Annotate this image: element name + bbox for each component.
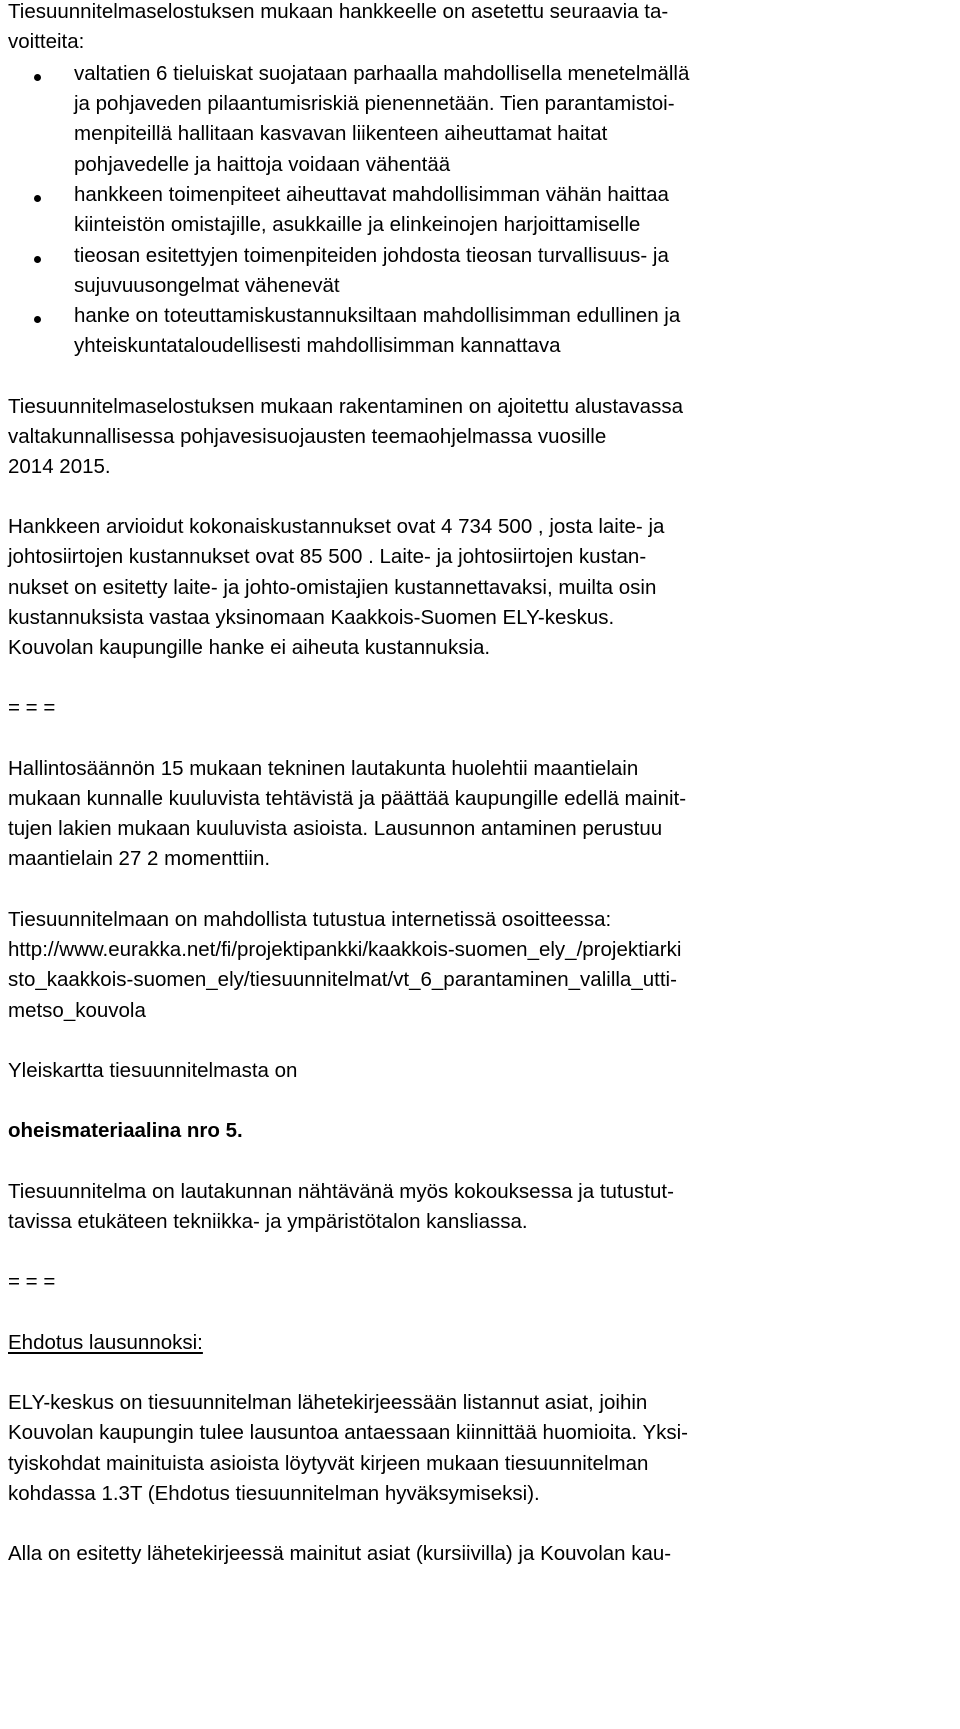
bullet-icon: [34, 316, 41, 323]
separator: = = =: [8, 696, 56, 719]
internet-url-line-3[interactable]: metso_kouvola: [8, 999, 146, 1022]
schedule-line-1: Tiesuunnitelmaselostuksen mukaan rakentaminen on ajoitettu alustavassa: [8, 395, 683, 418]
attachment-label: oheismateriaalina nro 5.: [8, 1119, 243, 1142]
costs-line-4: kustannuksista vastaa yksinomaan Kaakkois-Suomen ELY-keskus.: [8, 606, 615, 629]
rules-line-4: maantielain 27 2 momenttiin.: [8, 847, 271, 870]
bullet-icon: [34, 74, 41, 81]
bullet-1-line-2: ja pohjaveden pilaantumisriskiä pienennetään. Tien parantamistoi-: [74, 92, 675, 115]
costs-line-3: nukset on esitetty laite- ja johto-omistajien kustannettavaksi, muilta osin: [8, 576, 657, 599]
rules-line-3: tujen lakien mukaan kuuluvista asioista. Lausunnon antaminen perustuu: [8, 817, 663, 840]
intro-line-2: voitteita:: [8, 30, 85, 53]
costs-line-5: Kouvolan kaupungille hanke ei aiheuta kustannuksia.: [8, 636, 491, 659]
bullet-3-line-1: tieosan esitettyjen toimenpiteiden johdosta tieosan turvallisuus- ja: [74, 244, 669, 267]
intro-line-1: Tiesuunnitelmaselostuksen mukaan hankkeelle on asetettu seuraavia ta-: [8, 0, 669, 23]
rules-line-2: mukaan kunnalle kuuluvista tehtävistä ja päättää kaupungille edellä mainit-: [8, 787, 687, 810]
bullet-4-line-1: hanke on toteuttamiskustannuksiltaan mahdollisimman edullinen ja: [74, 304, 681, 327]
proposal-line-4: kohdassa 1.3T (Ehdotus tiesuunnitelman hyväksymiseksi).: [8, 1482, 540, 1505]
proposal-line-2: Kouvolan kaupungin tulee lausuntoa antaessaan kiinnittää huomioita. Yksi-: [8, 1421, 689, 1444]
proposal-line-1: ELY-keskus on tiesuunnitelman lähetekirjeessään listannut asiat, joihin: [8, 1391, 648, 1414]
bullet-1-line-4: pohjavedelle ja haittoja voidaan vähentää: [74, 153, 451, 176]
bullet-1-line-3: menpiteillä hallitaan kasvavan liikenteen aiheuttamat haitat: [74, 122, 608, 145]
office-line-2: tavissa etukäteen tekniikka- ja ympäristötalon kansliassa.: [8, 1210, 528, 1233]
bullet-icon: [34, 256, 41, 263]
rules-line-1: Hallintosäännön 15 mukaan tekninen lautakunta huolehtii maantielain: [8, 757, 639, 780]
schedule-line-2: valtakunnallisessa pohjavesisuojausten teemaohjelmassa vuosille: [8, 425, 607, 448]
separator: = = =: [8, 1270, 56, 1293]
office-line-1: Tiesuunnitelma on lautakunnan nähtävänä myös kokouksessa ja tutustut-: [8, 1180, 674, 1203]
last-line-1: Alla on esitetty lähetekirjeessä mainitut asiat (kursiivilla) ja Kouvolan kau-: [8, 1542, 672, 1565]
bullet-1-line-1: valtatien 6 tieluiskat suojataan parhaalla mahdollisella menetelmällä: [74, 62, 690, 85]
costs-line-2: johtosiirtojen kustannukset ovat 85 500 . Laite- ja johtosiirtojen kustan-: [8, 545, 647, 568]
bullet-4-line-2: yhteiskuntataloudellisesti mahdollisimman kannattava: [74, 334, 561, 357]
bullet-icon: [34, 195, 41, 202]
bullet-3-line-2: sujuvuusongelmat vähenevät: [74, 274, 340, 297]
internet-url-line-1[interactable]: http://www.eurakka.net/fi/projektipankki/kaakkois-suomen_ely_/projektiarki: [8, 938, 682, 961]
map-line: Yleiskartta tiesuunnitelmasta on: [8, 1059, 298, 1082]
costs-line-1: Hankkeen arvioidut kokonaiskustannukset ovat 4 734 500 , josta laite- ja: [8, 515, 665, 538]
proposal-line-3: tyiskohdat mainituista asioista löytyvät kirjeen mukaan tiesuunnitelman: [8, 1452, 649, 1475]
internet-line-1: Tiesuunnitelmaan on mahdollista tutustua internetissä osoitteessa:: [8, 908, 612, 931]
proposal-heading: Ehdotus lausunnoksi:: [8, 1331, 203, 1354]
bullet-2-line-2: kiinteistön omistajille, asukkaille ja elinkeinojen harjoittamiselle: [74, 213, 641, 236]
schedule-line-3: 2014 2015.: [8, 455, 111, 478]
internet-url-line-2[interactable]: sto_kaakkois-suomen_ely/tiesuunnitelmat/vt_6_parantaminen_valilla_utti-: [8, 968, 677, 991]
bullet-2-line-1: hankkeen toimenpiteet aiheuttavat mahdollisimman vähän haittaa: [74, 183, 669, 206]
